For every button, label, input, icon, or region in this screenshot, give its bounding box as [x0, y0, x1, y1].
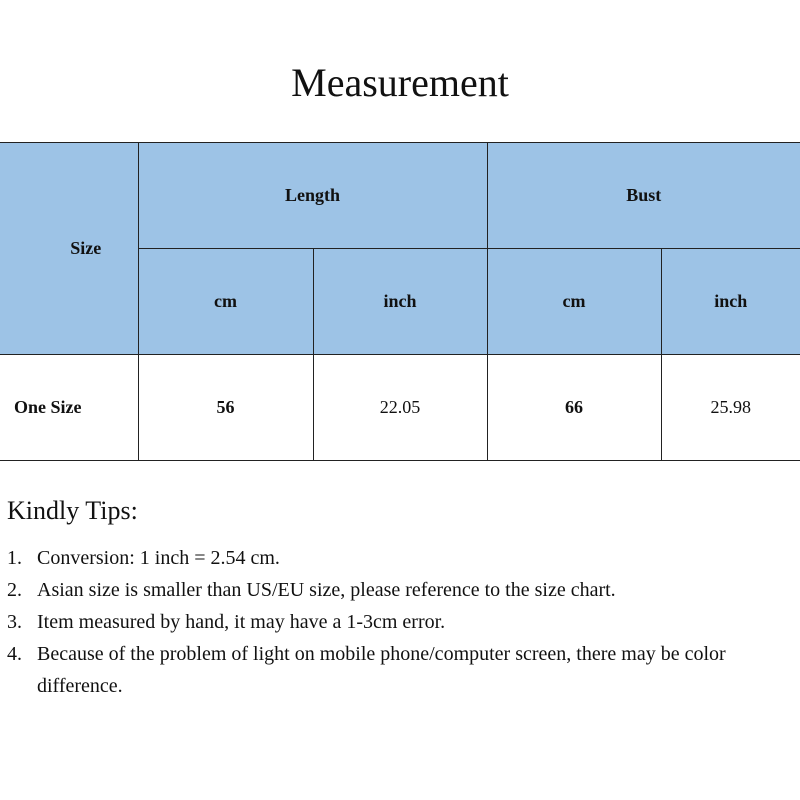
- tips-heading: Kindly Tips:: [7, 496, 138, 525]
- bust-inch-header: inch: [661, 249, 800, 355]
- length-cm-cell: 56: [138, 355, 313, 461]
- page-title: Measurement: [291, 60, 509, 105]
- size-column-header: Size: [0, 143, 138, 355]
- tip-text: Item measured by hand, it may have a 1-3cm error.: [37, 611, 446, 633]
- length-inch-header: inch: [313, 249, 487, 355]
- tip-number: 1.: [7, 547, 22, 569]
- list-item: [0, 606, 760, 638]
- length-group-header: Length: [138, 143, 487, 249]
- tip-text: Asian size is smaller than US/EU size, please reference to the size chart.: [37, 579, 616, 601]
- bust-inch-cell: 25.98: [661, 355, 800, 461]
- table-header-row: [0, 143, 800, 249]
- bust-group-header: Bust: [487, 143, 800, 249]
- tip-number: 3.: [7, 611, 22, 633]
- length-inch-cell: 22.05: [313, 355, 487, 461]
- bust-cm-cell: 66: [487, 355, 661, 461]
- size-chart-table: [0, 142, 800, 461]
- list-item: [0, 638, 760, 702]
- length-cm-header: cm: [138, 249, 313, 355]
- tip-number: 2.: [7, 579, 22, 601]
- table-row: [0, 355, 800, 461]
- tip-text: Conversion: 1 inch = 2.54 cm.: [37, 547, 280, 569]
- tips-list: [0, 542, 760, 702]
- size-cell: One Size: [0, 355, 138, 461]
- tip-text: Because of the problem of light on mobile phone/computer screen, there may be color difference.: [37, 643, 726, 697]
- tip-number: 4.: [7, 643, 22, 665]
- list-item: [0, 574, 760, 606]
- bust-cm-header: cm: [487, 249, 661, 355]
- list-item: [0, 542, 760, 574]
